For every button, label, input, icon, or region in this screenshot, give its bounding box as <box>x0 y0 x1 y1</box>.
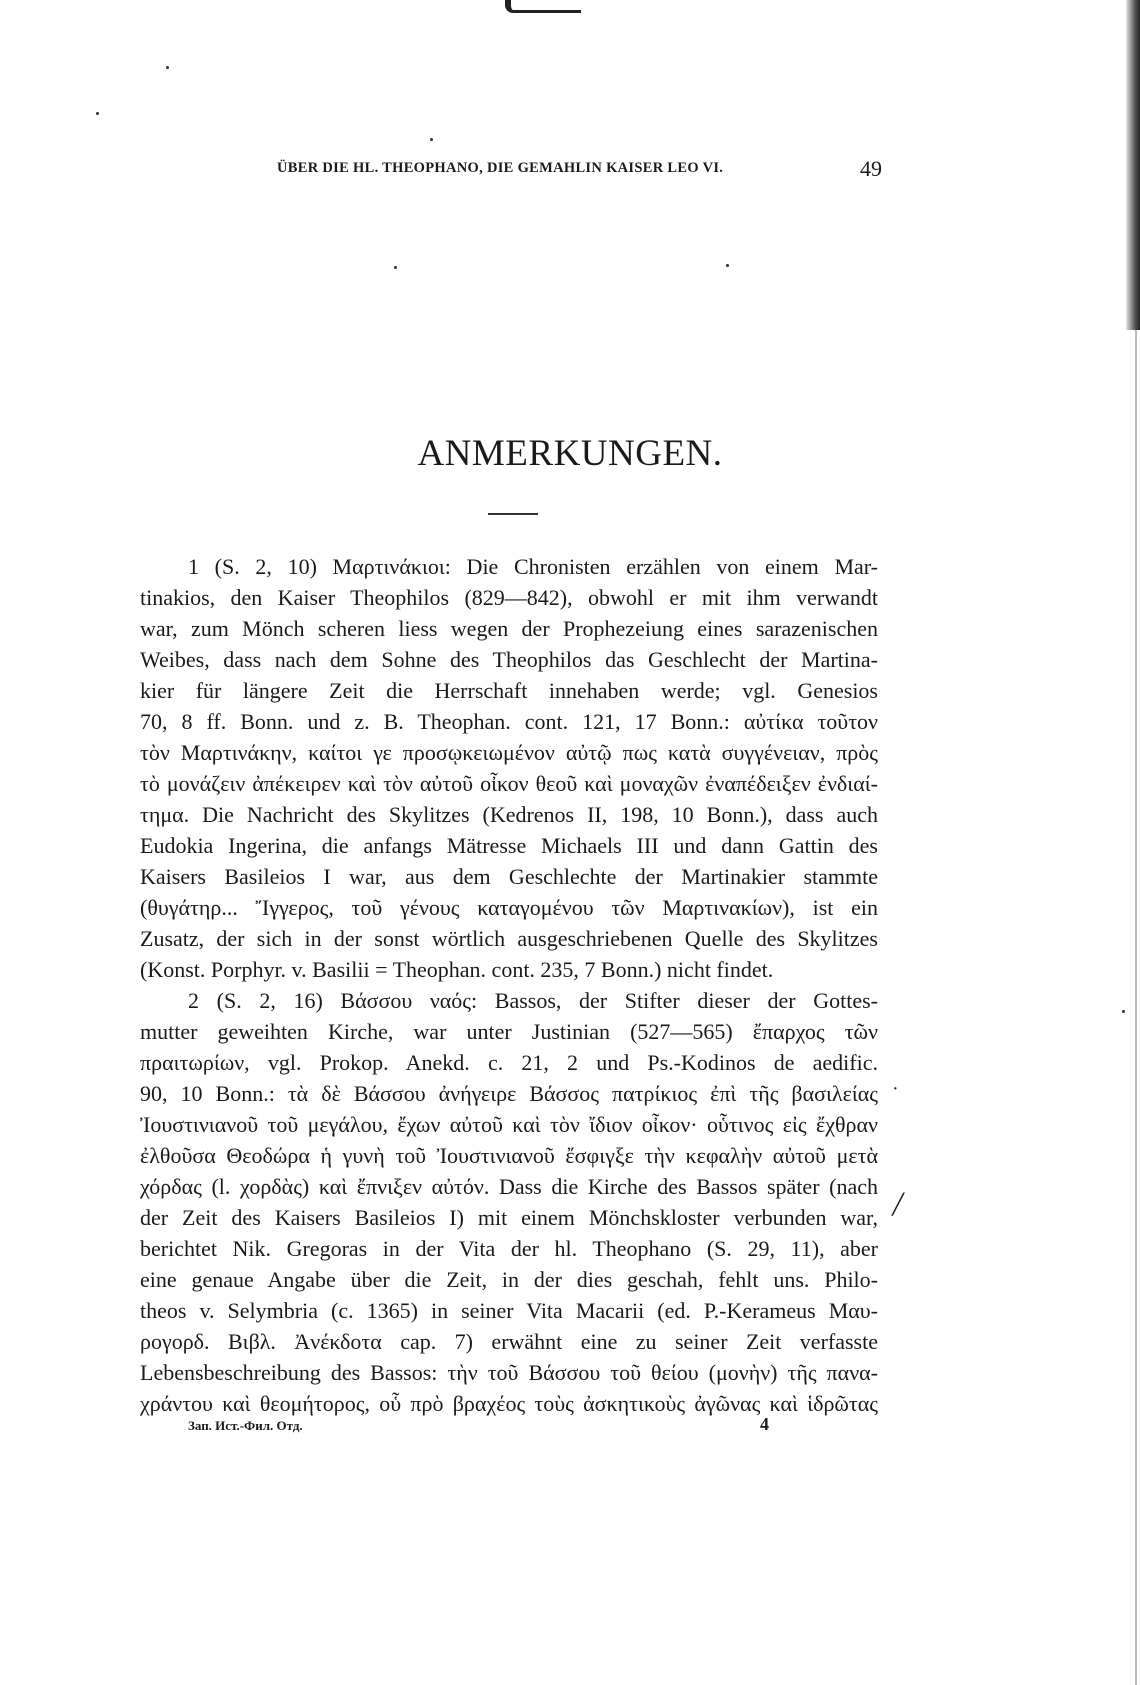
text-line: theos v. Selymbria (c. 1365) in seiner Vita Macarii (ed. P.-Kerameus Μαυ- <box>140 1298 878 1323</box>
page-number: 49 <box>860 156 882 181</box>
text-line: (θυγάτηρ... Ἴγγερος, τοῦ γένους καταγομένου τῶν Μαρτινακίων), ist ein <box>140 895 878 920</box>
text-line: der Zeit des Kaisers Basileios I) mit einem Mönchskloster verbunden war, <box>140 1205 878 1230</box>
text-line: Eudokia Ingerina, die anfangs Mätresse Michaels III und dann Gattin des <box>140 833 878 858</box>
text-line: Kaisers Basileios I war, aus dem Geschlechte der Martinakier stammte <box>140 864 878 889</box>
text-line: 90, 10 Bonn.: τὰ δὲ Βάσσου ἀνήγειρε Βάσσος πατρίκιος ἐπὶ τῆς βασιλείας <box>140 1081 878 1106</box>
text-line: eine genaue Angabe über die Zeit, in der dies geschah, fehlt uns. Philo- <box>140 1267 878 1292</box>
text-line: kier für längere Zeit die Herrschaft innehaben werde; vgl. Genesios <box>140 678 878 703</box>
text-line: Weibes, dass nach dem Sohne des Theophilos das Geschlecht der Martina- <box>140 647 878 672</box>
text-line: πραιτωρίων, vgl. Prokop. Anekd. c. 21, 2 und Ps.-Kodinos de aedific. <box>140 1050 878 1075</box>
scan-speck <box>1122 1010 1125 1013</box>
text-line: Ἰουστινιανοῦ τοῦ μεγάλου, ἔχων αὐτοῦ καὶ τὸν ἴδιον οἶκον· οὗτινος εἰς ἔχθραν <box>140 1112 878 1137</box>
scan-speck <box>394 266 397 269</box>
text-line: χράντου καὶ θεομήτορος, οὗ πρὸ βραχέος τοὺς ἀσκητικοὺς ἀγῶνας καὶ ἱδρῶτας <box>140 1391 878 1416</box>
heading-rule <box>488 513 538 515</box>
scan-speck <box>726 264 729 267</box>
scan-speck <box>96 112 99 115</box>
text-line: 70, 8 ff. Bonn. und z. B. Theophan. cont. 121, 17 Bonn.: αὐτίκα τοῦτον <box>140 709 878 734</box>
scan-artifact-right-line <box>1135 330 1137 1685</box>
scan-artifact-top <box>505 0 581 13</box>
footer-signature: 4 <box>760 1414 769 1434</box>
text-line: Lebensbeschreibung des Bassos: τὴν τοῦ Βάσσου τοῦ θείου (μονὴν) τῆς πανα- <box>140 1360 878 1385</box>
text-line: ρογορδ. Βιβλ. Ἀνέκδοτα cap. 7) erwähnt eine zu seiner Zeit verfasste <box>140 1329 878 1354</box>
text-line: berichtet Nik. Gregoras in der Vita der hl. Theophano (S. 29, 11), aber <box>140 1236 878 1261</box>
text-line: 2 (S. 2, 16) Βάσσου ναός: Bassos, der Stifter dieser der Gottes- <box>188 988 878 1013</box>
margin-mark: · <box>892 1078 899 1100</box>
text-line: mutter geweihten Kirche, war unter Justinian (527—565) ἔπαρχος τῶν <box>140 1019 878 1044</box>
text-line: Zusatz, der sich in der sonst wörtlich ausgeschriebenen Quelle des Skylitzes <box>140 926 878 951</box>
running-header-title: ÜBER DIE HL. THEOPHANO, DIE GEMAHLIN KAISER LEO VI. <box>277 160 724 176</box>
footer-journal: Зап. Ист.-Фил. Отд. <box>188 1418 303 1433</box>
text-line: ἐλθοῦσα Θεοδώρα ἡ γυνὴ τοῦ Ἰουστινιανοῦ ἔσφιγξε τὴν κεφαλὴν αὐτοῦ μετὰ <box>140 1143 878 1168</box>
text-line: war, zum Mönch scheren liess wegen der Prophezeiung eines sarazenischen <box>140 616 878 641</box>
scan-speck <box>166 66 169 69</box>
scan-artifact-right-edge <box>1126 0 1140 330</box>
notes-body <box>140 551 878 1419</box>
text-line: tinakios, den Kaiser Theophilos (829—842), obwohl er mit ihm verwandt <box>140 585 878 610</box>
text-line: χόρδας (l. χορδὰς) καὶ ἔπνιξεν αὐτόν. Dass die Kirche des Bassos später (nach <box>140 1174 878 1199</box>
text-line: τὸν Μαρτινάκην, καίτοι γε προσῳκειωμένον αὐτῷ πως κατὰ συγγένειαν, πρὸς <box>140 740 878 765</box>
scan-speck <box>430 138 433 141</box>
running-header <box>277 156 882 180</box>
margin-mark: ╱ <box>892 1194 905 1216</box>
section-heading: ANMERKUNGEN. <box>417 433 723 474</box>
text-line: (Konst. Porphyr. v. Basilii = Theophan. cont. 235, 7 Bonn.) nicht findet. <box>140 957 774 982</box>
text-line: τὸ μονάζειν ἀπέκειρεν καὶ τὸν αὐτοῦ οἶκον θεοῦ καὶ μοναχῶν ἐναπέδειξεν ἐνδιαί- <box>140 771 878 796</box>
text-line: τημα. Die Nachricht des Skylitzes (Kedrenos II, 198, 10 Bonn.), dass auch <box>140 802 878 827</box>
text-line: 1 (S. 2, 10) Μαρτινάκιοι: Die Chronisten erzählen von einem Mar- <box>188 554 878 579</box>
